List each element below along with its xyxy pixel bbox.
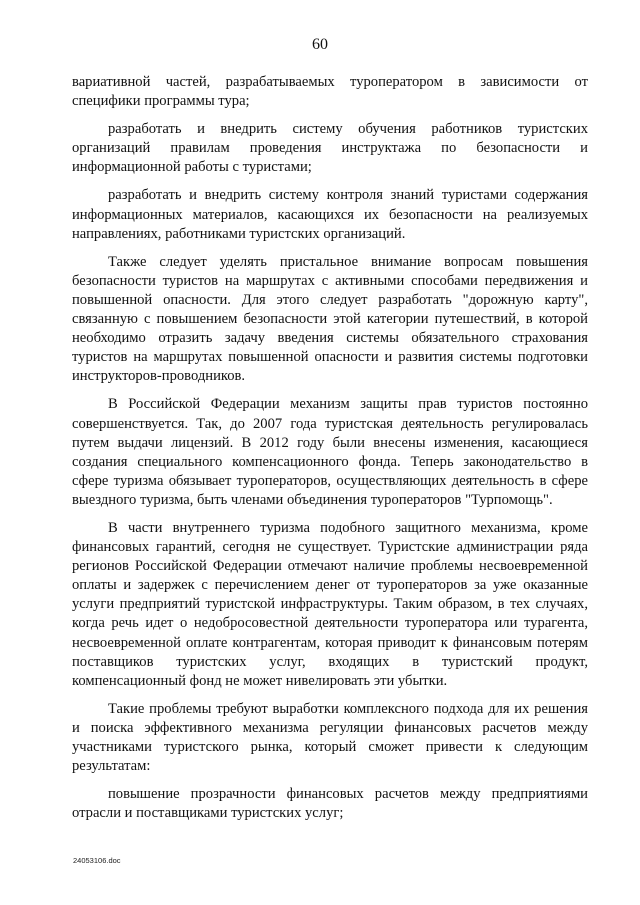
page-number: 60 xyxy=(312,36,328,53)
body-text xyxy=(72,73,588,823)
paragraph: вариативной частей, разрабатываемых туроператором в зависимости от специфики программы тура; xyxy=(72,74,588,110)
paragraph: разработать и внедрить систему контроля знаний туристами содержания информационных материалов, касающихся их безопасности на реализуемых направлениях, работниками туристских организаций. xyxy=(72,187,588,242)
paragraph: В части внутреннего туризма подобного защитного механизма, кроме финансовых гарантий, сегодня не существует. Туристские администрации ряда регионов Российской Федерации отмечают наличие проблемы несвоевременной оплаты и задержек с перечислением денег от туроператоров за уже оказанные услуги предприятий туристской инфраструктуры. Таким образом, в тех случаях, когда речь идет о недобросовестной деятельности туроператора или турагента, несвоевременной оплате контрагентам, которая приводит к финансовым потерям поставщиков туристских услуг, входящих в туристский продукт, компенсационный фонд не может нивелировать эти убытки. xyxy=(72,519,588,689)
paragraph: Такие проблемы требуют выработки комплексного подхода для их решения и поиска эффективного механизма регуляции финансовых расчетов между участниками туристского рынка, который сможет привести к следующим результатам: xyxy=(72,700,588,775)
paragraph: Также следует уделять пристальное внимание вопросам повышения безопасности туристов на маршрутах с активными способами передвижения и повышенной опасности. Для этого следует разработать "дорожную карту", связанную с повышением безопасности этой категории путешествий, в которой необходимо отразить задачу введения системы обязательного страхования туристов на маршрутах повышенной опасности и развития системы подготовки инструкторов-проводников. xyxy=(72,253,588,385)
paragraph: В Российской Федерации механизм защиты прав туристов постоянно совершенствуется. Так, до 2007 года туристская деятельность регулировалась путем выдачи лицензий. В 2012 году были внесены изменения, касающиеся создания специального компенсационного фонда. Теперь законодательство в сфере туризма обязывает туроператоров, осуществляющих деятельность в сфере выездного туризма, быть членами объединения туроператоров "Турпомощь". xyxy=(72,396,588,508)
paragraph: повышение прозрачности финансовых расчетов между предприятиями отрасли и поставщиками туристских услуг; xyxy=(72,786,588,822)
paragraph: разработать и внедрить систему обучения работников туристских организаций правилам проведения инструктажа по безопасности и информационной работы с туристами; xyxy=(72,121,588,176)
footer-filename: 24053106.doc xyxy=(73,856,121,865)
